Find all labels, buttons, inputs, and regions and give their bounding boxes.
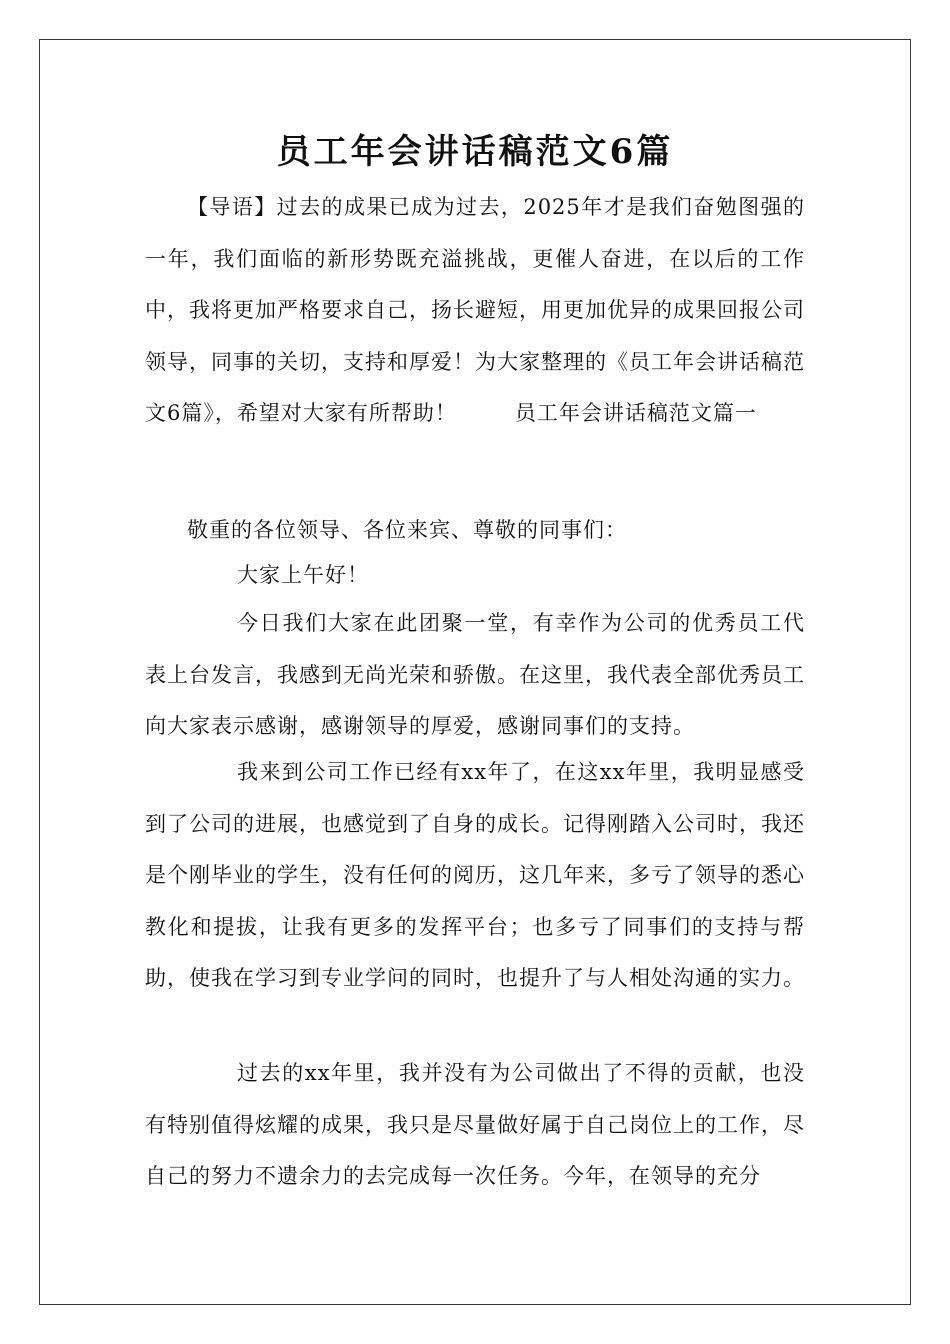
- salutation: 敬重的各位领导、各位来宾、尊敬的同事们：: [187, 518, 627, 542]
- body-paragraph: 我来到公司工作已经有xx年了，在这xx年里，我明显感受到了公司的进展，也感觉到了自身的成长。记得刚踏入公司时，我还是个刚毕业的学生，没有任何的阅历，这几年来，多亏了领导的悉心教化和提拔，让我有更多的发挥平台；也多亏了同事们的支持与帮助，使我在学习到专业学问的同时，也提升了与人相处沟通的实力。: [145, 760, 805, 990]
- intro-paragraph: [145, 182, 805, 440]
- intro-text: 【导语】过去的成果已成为过去，2025年才是我们奋勉图强的一年，我们面临的新形势既充溢挑战，更催人奋进，在以后的工作中，我将更加严格要求自己，扬长避短，用更加优异的成果回报公司领导，同事的关切，支持和厚爱！为大家整理的《员工年会讲话稿范文6篇》，希望对大家有所帮助！: [145, 195, 805, 425]
- section-heading: 员工年会讲话稿范文篇一: [514, 401, 757, 425]
- body-paragraph: 今日我们大家在此团聚一堂，有幸作为公司的优秀员工代表上台发言，我感到无尚光荣和骄傲。在这里，我代表全部优秀员工向大家表示感谢，感谢领导的厚爱，感谢同事们的支持。: [145, 611, 805, 738]
- document-title: 员工年会讲话稿范文6篇: [276, 132, 674, 172]
- body-paragraph: 过去的xx年里，我并没有为公司做出了不得的贡献，也没有特别值得炫耀的成果，我只是尽量做好属于自己岗位上的工作，尽自己的努力不遗余力的去完成每一次任务。今年，在领导的充分: [145, 1061, 805, 1188]
- greeting: 大家上午好！: [237, 563, 369, 587]
